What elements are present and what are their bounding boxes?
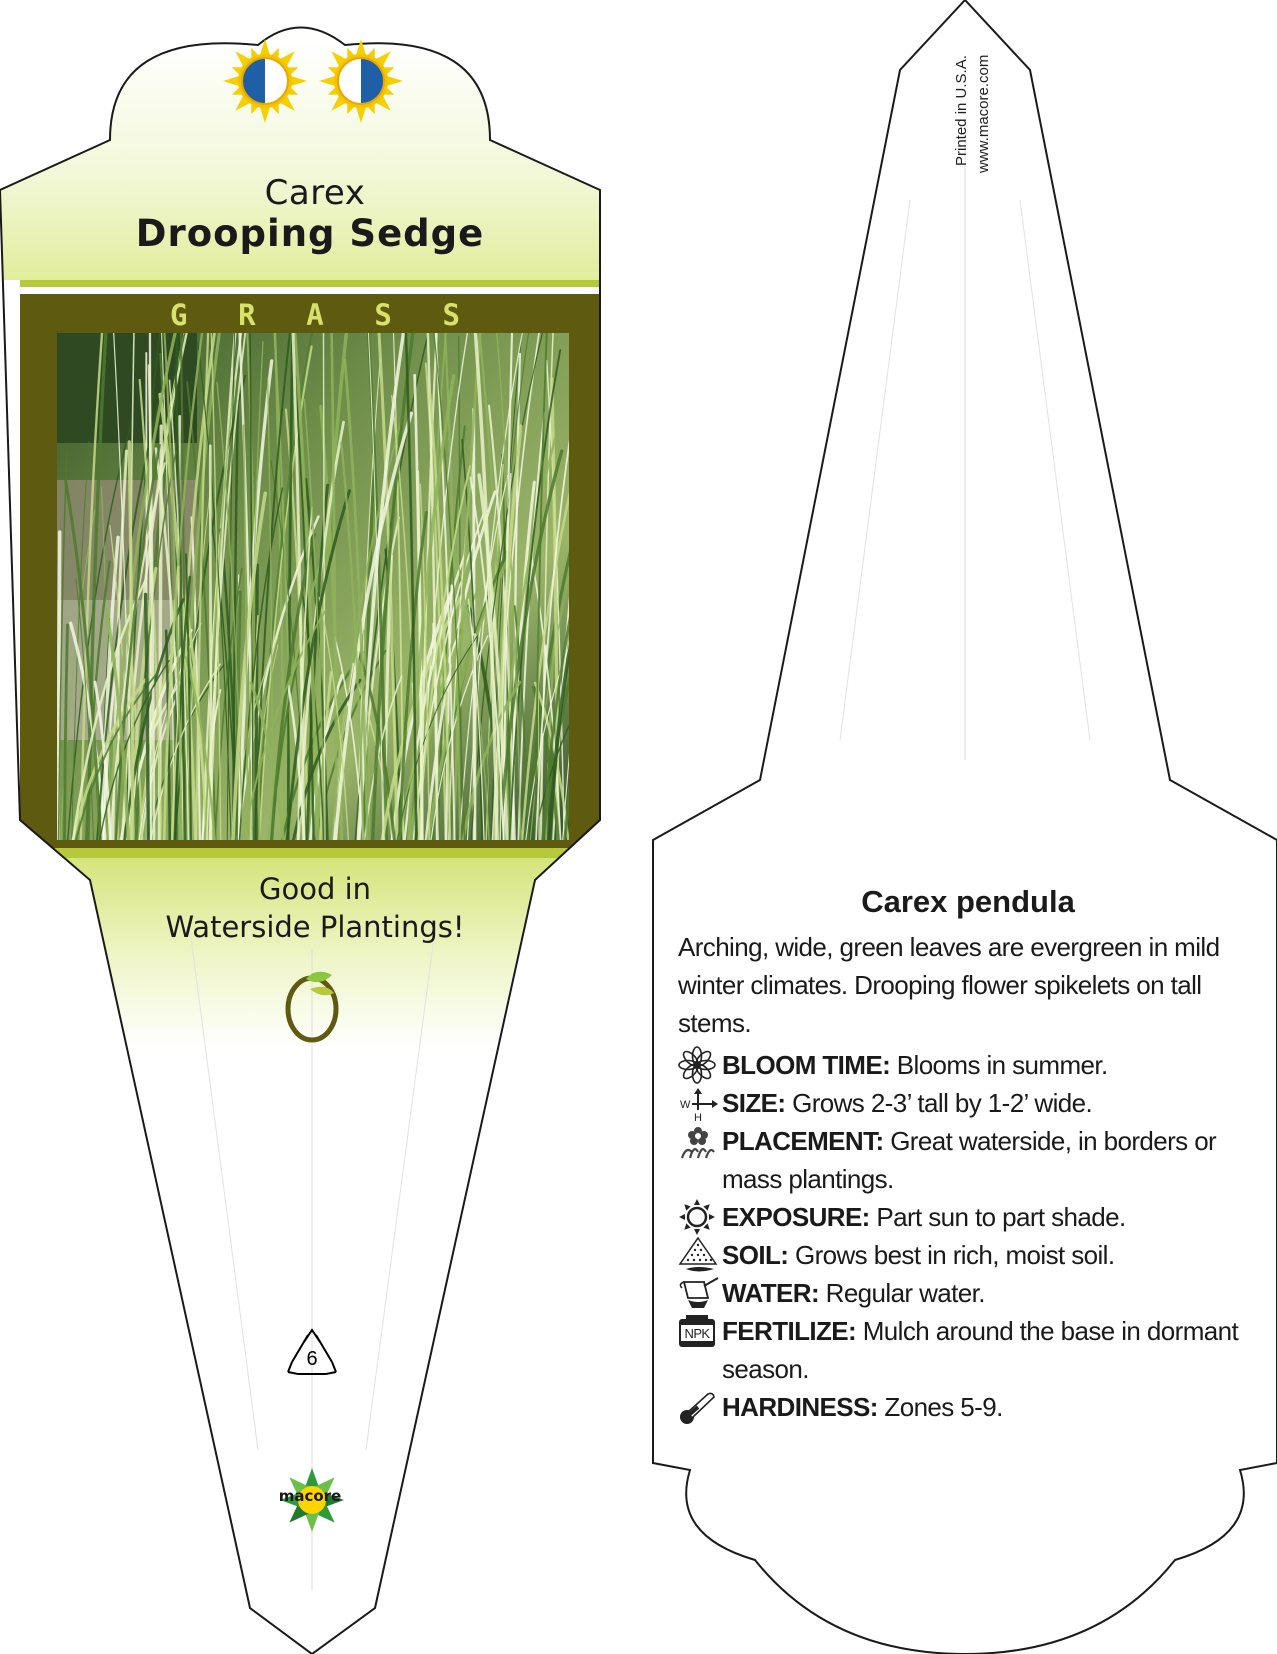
printed-in: Printed in U.S.A. (953, 55, 970, 166)
recycle-code: 6 (306, 1348, 318, 1370)
attr-size (678, 1084, 1258, 1122)
attr-label: FERTILIZE: (722, 1316, 857, 1346)
brand-name: macore (278, 1487, 342, 1505)
npk-icon (678, 1312, 722, 1350)
printer-url: www.macore.com (975, 55, 992, 174)
attr-value: Blooms in summer. (896, 1050, 1108, 1080)
tagline-line: Waterside Plantings! (165, 910, 465, 944)
placement-icon (678, 1122, 722, 1160)
category-letter: S (374, 298, 392, 332)
tagline (100, 870, 530, 946)
attr-soil (678, 1236, 1258, 1274)
attr-label: WATER: (722, 1278, 820, 1308)
attr-value: Regular water. (825, 1278, 985, 1308)
attr-bloom-time (678, 1046, 1258, 1084)
attr-label: BLOOM TIME: (722, 1050, 891, 1080)
attr-value: Grows 2-3’ tall by 1-2’ wide. (792, 1088, 1093, 1118)
attr-label: HARDINESS: (722, 1392, 878, 1422)
genus-name: Carex (264, 173, 366, 213)
tagline-line: Good in (258, 872, 372, 906)
category-letter: S (442, 298, 460, 332)
icon-w-label: W (680, 1099, 690, 1111)
soil-icon (678, 1236, 722, 1274)
attr-hardiness (678, 1388, 1258, 1426)
category-letter: G (170, 298, 188, 332)
attr-fertilize (678, 1312, 1258, 1388)
size-arrows-icon (678, 1084, 722, 1122)
npk-label: NPK (684, 1326, 710, 1341)
attr-label: EXPOSURE: (722, 1202, 870, 1232)
thermometer-icon (678, 1388, 722, 1426)
attr-value: Mulch around the base in dormant season. (722, 1316, 1239, 1384)
attr-placement (678, 1122, 1258, 1198)
attr-label: SIZE: (722, 1088, 786, 1118)
care-info (678, 884, 1258, 1426)
part-shade-icon (319, 39, 403, 123)
category-label (170, 298, 460, 332)
part-sun-icon (223, 39, 307, 123)
attr-value: Zones 5-9. (884, 1392, 1003, 1422)
flower-icon (678, 1046, 722, 1084)
botanical-name: Carex pendula (861, 884, 1075, 919)
attr-label: SOIL: (722, 1240, 789, 1270)
accent-stripe-bottom (20, 848, 605, 858)
sun-icon (678, 1198, 722, 1236)
plant-description: Arching, wide, green leaves are evergreen in mild winter climates. Drooping flower spikelets on tall stems. (678, 932, 1220, 1038)
attr-label: PLACEMENT: (722, 1126, 884, 1156)
watering-can-icon (678, 1274, 722, 1312)
attr-water (678, 1274, 1258, 1312)
common-name: Drooping Sedge (135, 212, 485, 255)
accent-stripe-top (20, 280, 605, 287)
attr-value: Part sun to part shade. (876, 1202, 1126, 1232)
printer-info (951, 55, 995, 215)
attr-exposure (678, 1198, 1258, 1236)
attr-value: Grows best in rich, moist soil. (794, 1240, 1115, 1270)
category-letter: R (238, 298, 256, 332)
category-letter: A (306, 298, 324, 332)
attr-value: Great waterside, in borders or mass plantings. (722, 1126, 1217, 1194)
icon-h-label: H (694, 1112, 702, 1122)
